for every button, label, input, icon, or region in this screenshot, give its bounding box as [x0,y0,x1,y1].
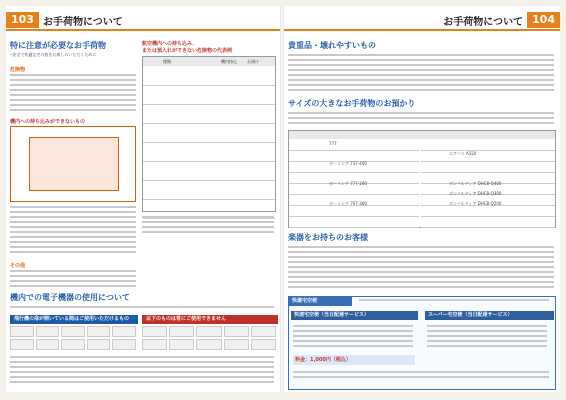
aircraft-model-6: ボンバルディア DHC8-Q400 [449,181,502,186]
aircraft-model-7: ボンバルディア DHC8-Q300 [449,191,502,196]
large-items-title: サイズの大きなお手荷物のお預かり [288,99,416,108]
other-title: その他 [10,263,26,269]
checked-title: 航空機内への持ち込み、 [142,41,198,47]
dangerous-goods-table [142,56,276,212]
express-left-body [293,325,413,350]
right-page-title: お手荷物について [443,16,524,28]
express-right-title: スーパー宅空便（当日配達サービス） [425,311,554,320]
other-body [10,270,136,290]
right-page [284,6,560,392]
caution-title: 特に注意が必要なお手荷物 [10,41,106,50]
express-right-body [427,325,547,350]
express-left-title: 快速宅空便（当日配達サービス） [291,311,418,320]
left-page-header [6,12,123,28]
electronics-sub1: 飛行機の扉が開いている間はご使用いただけるもの [10,315,138,324]
left-page-title: お手荷物について [42,16,123,28]
aircraft-model-3: ボーイング 777-200 [329,181,367,186]
left-page-number: 103 [6,12,39,28]
electronics-sub2: 以下のものは常にご使用できません [142,315,278,324]
right-header-rule [284,29,560,31]
electronics-intro [10,306,274,311]
valuables-title: 貴重品・壊れやすいもの [288,41,376,50]
aircraft-model-8: ボンバルディア DHC8-Q200 [449,201,502,206]
danger-body [10,74,136,114]
aircraft-model-4: ボーイング 767-300 [329,201,367,206]
left-page [6,6,280,392]
instruments-body [288,246,554,291]
left-header-rule [6,29,280,31]
danger-title: 危険物 [10,67,26,73]
danger-items-body [10,206,136,256]
instruments-title: 楽器をお持ちのお客様 [288,233,368,242]
table-head-carry: 機内持込 [221,59,237,64]
express-box [288,296,556,390]
express-fee: 料金：1,000円（税込） [293,355,415,365]
right-page-header [439,12,560,28]
table-head-check: お預け [247,59,259,64]
danger-items-title: 機内への持ち込みができないもの [10,119,86,125]
express-title: 快適宅空便 [289,297,352,306]
aircraft-model-5: エアバス A320 [449,151,477,156]
table-head-item: 種類 [163,59,171,64]
danger-illustration [10,126,136,202]
large-items-body [288,112,554,127]
express-footnotes [293,371,549,381]
allowed-devices-grid [10,326,136,350]
forbidden-devices-grid [142,326,276,350]
electronics-title: 機内での電子機器の使用について [10,293,130,302]
aircraft-size-table [288,130,556,228]
valuables-body [288,54,554,94]
aircraft-model-2: ボーイング 737-400 [329,161,367,166]
caution-subtitle: ─安全で快適な空の旅をお楽しみいただくために [10,52,97,57]
electronics-notes [10,356,274,386]
checked-notes [142,216,274,236]
aircraft-model-1: 777 [329,141,337,146]
right-page-number: 104 [527,12,560,28]
checked-title-2: または預入れができない危険物の代表例 [142,48,233,54]
